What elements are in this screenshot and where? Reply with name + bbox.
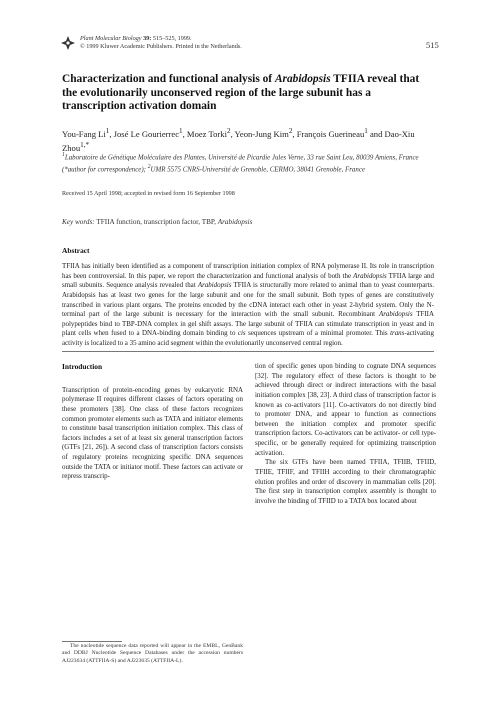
author-separator: , <box>292 128 297 139</box>
abstract-italic: cis <box>237 329 246 338</box>
intro-paragraph: The six GTFs have been named TFIIA, TFIIB, TFIID, TFIIE, TFIIF, and TFIIH according to their chromatographic elution profiles and order of discovery in mammalian cells [20]. The first step in transcription complex assembly is thought to involve the binding of TFIID to a TATA box located about <box>255 458 436 505</box>
abstract-segment: TFIIA large and small subunits. Sequence analysis revealed that <box>62 271 434 290</box>
footnote: The nucleotide sequence data reported will appear in the EMBL, GenBank and DDBJ Nucleotide Sequence Databases under the accession numbers AJ223634 (ATTFIIA-S) and AJ223635 (ATTFIIA-L). <box>62 643 243 664</box>
author-separator: , <box>182 128 187 139</box>
received-dates: Received 15 April 1998; accepted in revised form 16 September 1998 <box>62 190 235 197</box>
author-affiliation-mark: 1 <box>105 127 110 135</box>
intro-paragraph: Transcription of protein-encoding genes by eukaryotic RNA polymerase II requires different classes of factors operating on these promoters [38]. One class of these factors recognizes common promoter elements such as TATA and initiator elements to constitute basal transcription initiation complex. This class of factors includes a set of at least six general transcription factors (GTFs [21, 26]). A second class of transcription factors consists of regulatory proteins recognizing specific DNA sequences outside the TATA or initiator motif. These factors can activate or repress transcrip- <box>62 385 243 481</box>
author-affiliation-mark: 2 <box>226 127 231 135</box>
author-name: José Le Gourierrec <box>113 128 180 139</box>
keywords <box>62 218 434 226</box>
abstract-italic: Arabidopsis <box>378 310 413 319</box>
author-name: Dao-Xiu Zhou <box>62 128 415 153</box>
journal-citation <box>80 35 242 43</box>
article-title <box>62 73 434 114</box>
keywords-label: Key words: <box>62 218 95 226</box>
section-divider <box>62 351 434 352</box>
journal-pages: 515–525, 1999. <box>152 35 192 42</box>
publisher-logo-icon <box>60 35 76 51</box>
affiliation-text: UMR 5575 CNRS-Université de Grenoble, CERMO, 38041 Grenoble, France <box>150 166 365 174</box>
author-affiliation-mark: 2 <box>288 127 293 135</box>
affiliation <box>62 151 434 175</box>
journal-name: Plant Molecular Biology <box>80 35 142 42</box>
author-name: François Guerineau <box>296 128 365 139</box>
right-column <box>255 362 436 506</box>
title-part: TFIIA reveal that the evolutionarily unconserved region of the large subunit has a transcription activation domain <box>62 73 420 112</box>
left-column <box>62 362 243 482</box>
author-name: You-Fang Li <box>62 128 106 139</box>
abstract-segment: TFIIA has initially been identified as a component of transcription initiation complex of RNA polymerase II. Its role in transcription has been controversial. In this paper, we report the characterization and functional analysis of both the <box>62 262 434 280</box>
introduction-heading: Introduction <box>62 362 103 371</box>
author-affiliation-mark: 1,* <box>80 140 90 149</box>
affiliation-text: Laboratoire de Génétique Moléculaire des Plantes, Université de Picardie Jules Verne, 33 rue Saint Leu, 80039 Amiens, France (*author for correspondence); <box>62 154 419 174</box>
abstract-italic: Arabidopsis <box>197 281 232 290</box>
abstract-segment: -activating activity is localized to a 35 amino acid segment within the evolutionarily unconserved central region. <box>62 329 434 347</box>
author-separator: and <box>367 128 385 139</box>
affiliation-sup: 2 <box>147 163 151 170</box>
abstract-italic: Arabidopsis <box>353 271 387 280</box>
page-number: 515 <box>426 40 439 50</box>
author-separator: , <box>230 128 235 139</box>
copyright-line: © 1999 Kluwer Academic Publishers. Printed in the Netherlands. <box>80 43 242 50</box>
abstract-segment: TFIIA polypeptides bind to TBP-DNA complex in gel shift assays. The large subunit of TFIIA can stimulate transcription in yeast and in plant cells when fused to a DNA-binding domain binding to <box>62 310 434 338</box>
author-name: Moez Torki <box>186 128 227 139</box>
abstract-segment: sequences upstream of a minimal promoter. This <box>245 329 391 338</box>
footnote-rule <box>62 641 122 642</box>
intro-paragraph: tion of specific genes upon binding to cognate DNA sequences [32]. The regulatory effect of these factors is thought to be achieved through direct or indirect interactions with the basal initiation complex [38, 23]. A third class of transcription factor is known as co-activators [11]. Co-activators do not directly bind to promoter DNA, and appear to function as connections between the initiation complex and promoter specific transcription factors. Co-activators can be activator- or cell type-specific, or be generally required for optimizing transcription activation. <box>255 362 436 457</box>
journal-volume: 39: <box>143 35 152 42</box>
journal-info <box>80 35 242 51</box>
title-part: Characterization and functional analysis of <box>62 73 275 85</box>
author-list <box>62 126 434 154</box>
keywords-text: TFIIA function, transcription factor, TBP, <box>94 218 218 226</box>
title-italic: Arabidopsis <box>274 73 331 85</box>
affiliation-sup: 1 <box>62 152 65 158</box>
abstract-segment: TFIIA is structurally more related to animal than to yeast counterparts. Arabidopsis has at least two genes for the large subunit and one for the small subunit. Both types of genes are constitutively transcribed in various plant organs. The proteins encoded by the cDNA interact each other in yeast 2-hybrid system. Only the N-terminal part of the large subunit is necessary for the interaction with the small subunit. Recombinant <box>62 281 434 319</box>
abstract-heading: Abstract <box>62 246 90 255</box>
keywords-italic: Arabidopsis <box>217 218 253 226</box>
author-separator: , <box>109 128 114 139</box>
abstract-text <box>62 262 434 349</box>
author-affiliation-mark: 1 <box>179 127 183 135</box>
author-affiliation-mark: 1 <box>364 127 368 135</box>
abstract-italic: trans <box>390 329 405 338</box>
author-name: Yeon-Jung Kim <box>234 128 289 139</box>
